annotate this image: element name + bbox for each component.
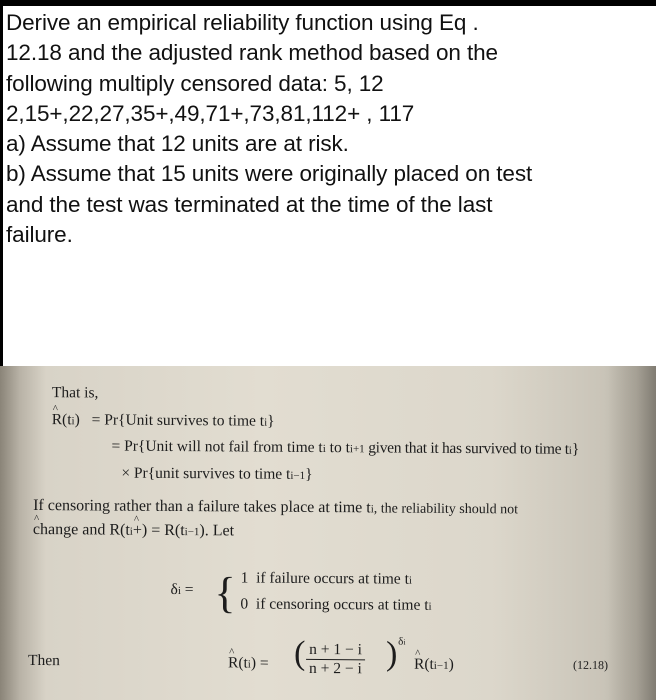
case-failure: 1 if failure occurs at time ti [240,569,413,588]
question-line-5: a) Assume that 12 units are at risk. [6,131,349,157]
page-edge-shadow [608,366,656,700]
question-line-3: following multiply censored data: 5, 12 [6,70,384,96]
eq1-rhs: = Pr{Unit survives to time t [91,411,265,430]
question-line-4: 2,15+,22,27,35+,49,71+,73,81,112+ , 117 [6,100,415,126]
fraction [306,641,365,678]
exponent: δi [398,635,406,648]
top-border [0,0,656,6]
equation-line-2: = Pr{Unit will not fail from time ti to ti+1 given that it has survived to time ti} [111,437,580,458]
r-hat-lhs: ^ R(t [52,411,72,429]
open-paren-icon: ( [293,634,306,672]
question-line-6: b) Assume that 15 units were originally placed on test [6,161,533,187]
then-label: Then [27,651,60,670]
close-paren-icon: ) [385,635,398,673]
left-brace-icon: { [214,568,236,618]
that-is-label: That is, [51,384,99,402]
question-line-8: failure. [6,222,73,248]
equation-number: (12.18) [572,657,609,673]
question-line-7: and the test was terminated at the time of the last [6,191,493,217]
question-line-1: Derive an empirical reliability function using Eq . [6,10,479,35]
equation-line-3: × Pr{unit survives to time ti−1} [121,464,313,483]
question-text [6,8,652,250]
textbook-photo [0,366,656,700]
delta-definition: δi = { 1 if failure occurs at time ti 0 if censoring occurs at time ti [170,569,490,631]
paragraph-line-2: ^ change and R(ti^ +) = R(ti−1). Let [33,521,234,540]
fraction-numerator: n + 1 − i [306,641,365,660]
case-censoring: 0 if censoring occurs at time ti [240,595,432,614]
fraction-denominator: n + 2 − i [308,659,362,678]
question-line-2: 12.18 and the adjusted rank method based on the [6,40,498,66]
textbook-excerpt [27,380,640,678]
equation-line-1: ^ R(ti) = Pr{Unit survives to time ti} [52,411,275,431]
paragraph-line-1: If censoring rather than a failure takes place at time ti, the reliability should not [33,497,519,518]
left-border [0,0,3,366]
